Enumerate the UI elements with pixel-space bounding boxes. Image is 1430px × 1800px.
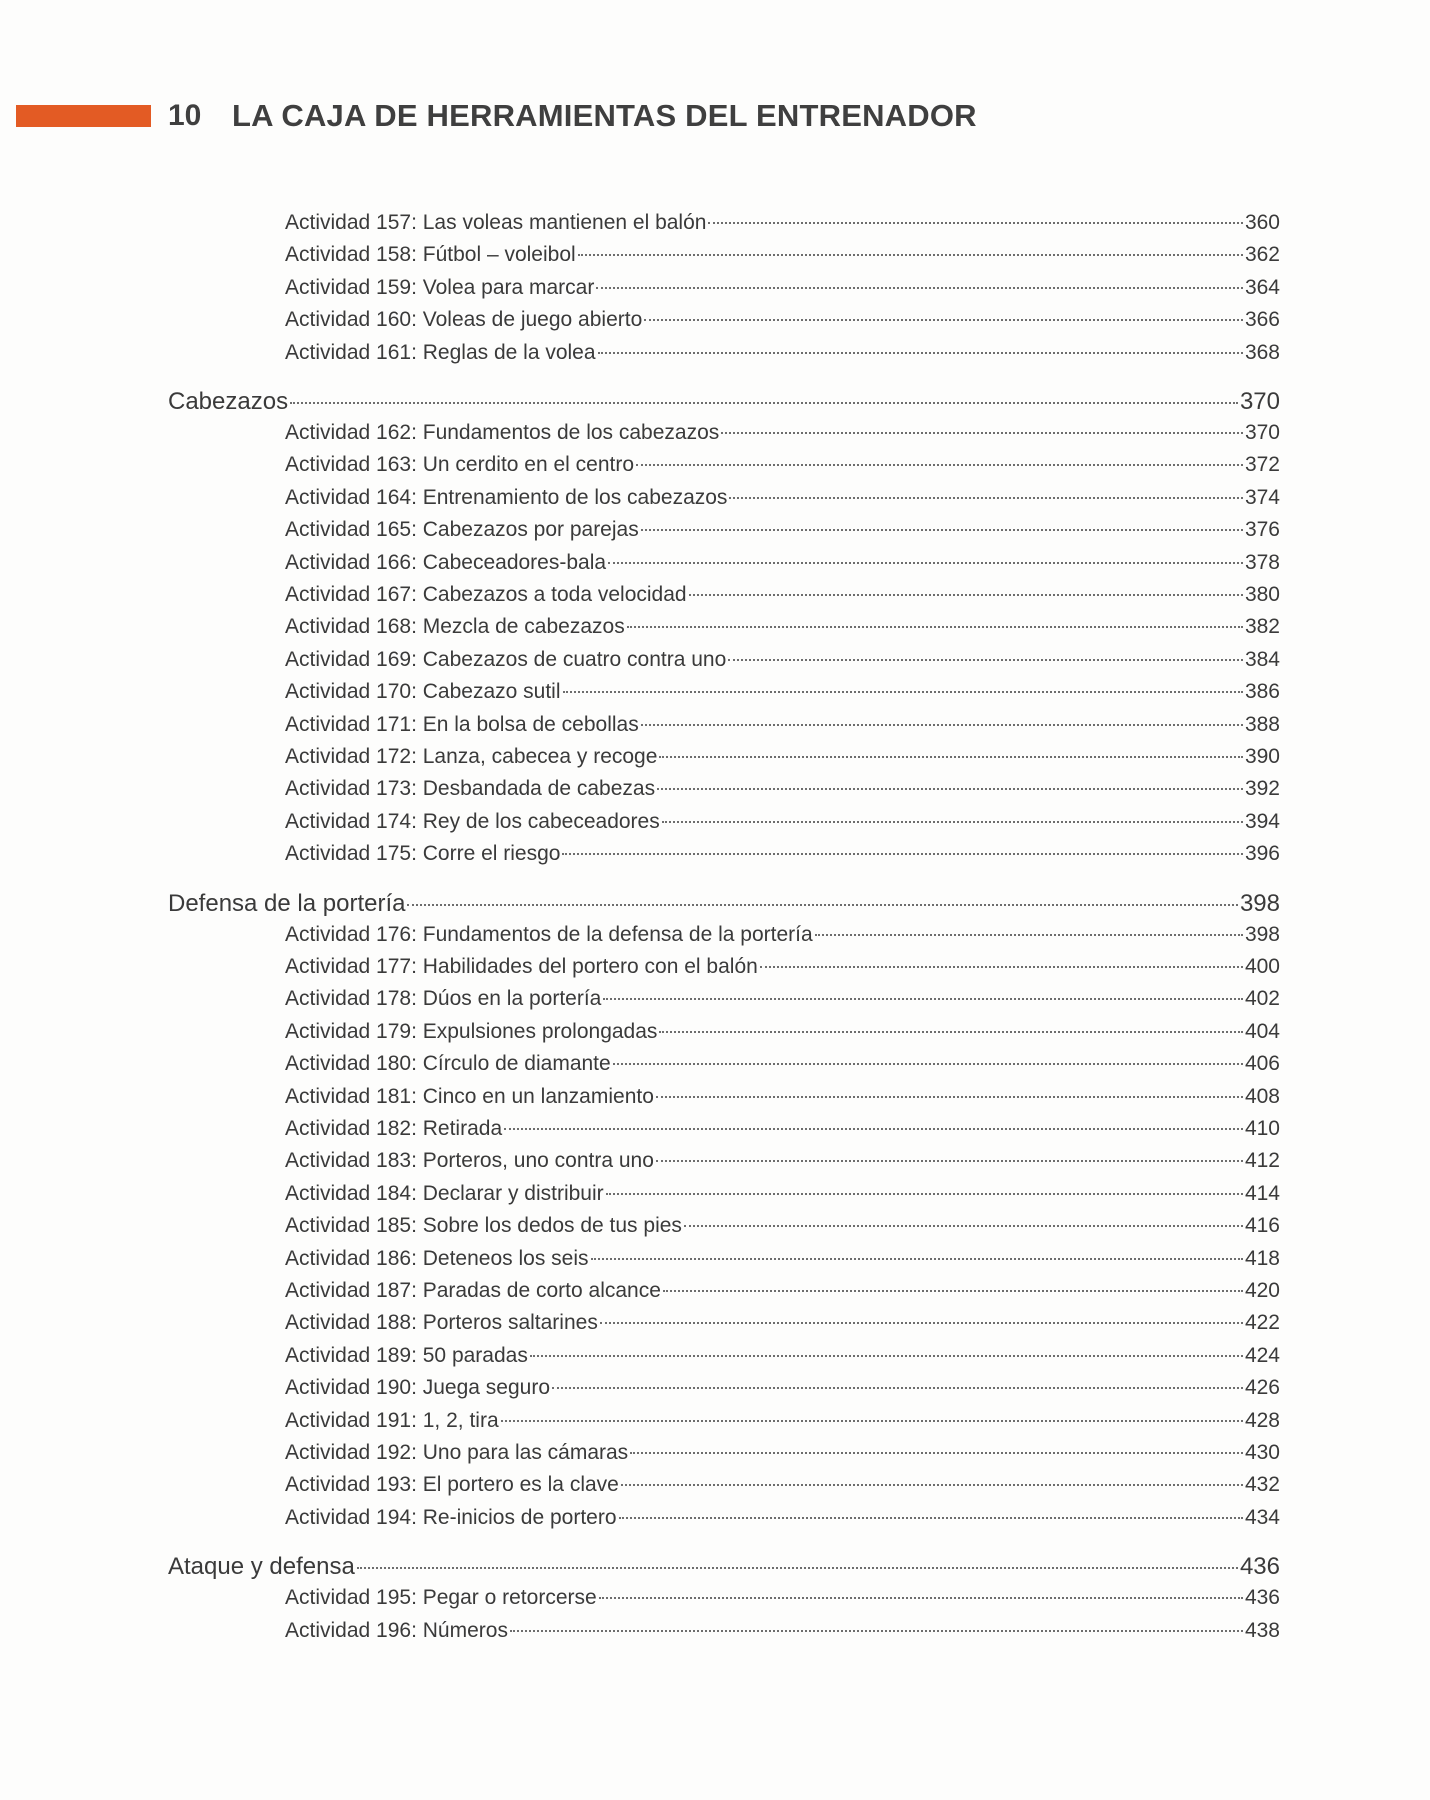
toc-entry[interactable] [285,1083,1280,1111]
toc-entry[interactable] [285,1342,1280,1370]
dot-leader [608,560,1243,564]
dot-leader [613,1061,1243,1065]
dot-leader [659,1029,1243,1033]
toc-page-number: 368 [1244,340,1280,364]
toc-page-number: 406 [1244,1052,1280,1076]
toc-entry[interactable] [285,1471,1280,1499]
dot-leader [630,1450,1243,1454]
dot-leader [659,754,1243,758]
toc-entry-label: Actividad 175: Corre el riesgo [285,842,561,866]
toc-page-number: 394 [1244,809,1280,833]
dot-leader [578,252,1243,256]
toc-page-number: 400 [1244,955,1280,978]
toc-page-number: 370 [1244,421,1280,444]
toc-entry[interactable] [285,1277,1280,1305]
toc-page-number: 428 [1244,1408,1280,1432]
toc-page-number: 370 [1239,388,1280,415]
toc-entry[interactable] [285,1407,1280,1435]
toc-section-label: Defensa de la portería [168,889,406,917]
toc-entry-label: Actividad 194: Re-inicios de portero [285,1505,617,1529]
toc-entry-label: Actividad 188: Porteros saltarines [285,1311,598,1335]
toc-entry[interactable] [285,306,1280,334]
dot-leader [407,902,1237,906]
toc-entry-label: Actividad 159: Volea para marcar [285,275,595,299]
toc-page-number: 396 [1244,842,1280,866]
toc-page-number: 378 [1244,550,1280,574]
dot-leader [663,1288,1243,1292]
toc-page-number: 436 [1239,1553,1280,1581]
toc-entry[interactable] [285,743,1280,771]
toc-page-number: 432 [1244,1473,1280,1497]
toc-entry-label: Actividad 182: Retirada [285,1117,503,1140]
toc-entry[interactable] [285,921,1280,949]
toc-entry[interactable] [285,1018,1280,1046]
dot-leader [621,1482,1243,1486]
toc-page-number: 430 [1244,1441,1280,1464]
toc-entry[interactable] [285,1115,1280,1143]
dot-leader [815,932,1243,936]
toc-page-number: 364 [1244,275,1280,299]
toc-page-number: 374 [1244,485,1280,509]
toc-entry[interactable] [285,209,1280,237]
toc-entry-label: Actividad 172: Lanza, cabecea y recoge [285,745,658,768]
toc-entry[interactable] [285,711,1280,739]
toc-entry[interactable] [285,274,1280,302]
dot-leader [760,964,1243,968]
toc-entry-label: Actividad 189: 50 paradas [285,1343,528,1367]
toc-entry[interactable] [285,1504,1280,1532]
toc-entry-label: Actividad 179: Expulsiones prolongadas [285,1019,658,1043]
toc-entry-label: Actividad 170: Cabezazo sutil [285,680,561,704]
toc-entry[interactable] [285,1180,1280,1208]
dot-leader [598,350,1243,354]
toc-entry[interactable] [285,1212,1280,1240]
dot-leader [627,624,1243,628]
dot-leader [657,786,1243,790]
toc-entry-label: Actividad 195: Pegar o retorcerse [285,1586,597,1610]
toc-entry[interactable] [285,678,1280,706]
toc-entry-label: Actividad 183: Porteros, uno contra uno [285,1149,654,1173]
toc-entry-label: Actividad 177: Habilidades del portero con el balón [285,955,758,978]
toc-page-number: 412 [1244,1149,1280,1173]
toc-entry-label: Actividad 166: Cabeceadores-bala [285,550,607,574]
toc-entry[interactable] [285,451,1280,479]
dot-leader [357,1565,1238,1569]
toc-page-number: 402 [1244,987,1280,1011]
toc-entry[interactable] [285,339,1280,367]
toc-page-number: 404 [1244,1019,1280,1043]
toc-entry[interactable] [285,1439,1280,1467]
toc-page-number: 418 [1244,1246,1280,1270]
dot-leader [641,722,1243,726]
dot-leader [600,1320,1243,1324]
toc-entry-label: Actividad 192: Uno para las cámaras [285,1441,629,1464]
toc-entry[interactable] [285,549,1280,577]
dot-leader [290,400,1238,404]
dot-leader [689,592,1243,596]
dot-leader [728,657,1243,661]
toc-entry-label: Actividad 163: Un cerdito en el centro [285,453,635,477]
toc-page-number: 384 [1244,647,1280,671]
toc-entry-label: Actividad 187: Paradas de corto alcance [285,1279,661,1302]
toc-page-number: 408 [1244,1084,1280,1108]
toc-entry[interactable] [285,1584,1280,1612]
toc-page-number: 366 [1244,308,1280,332]
toc-entry[interactable] [285,484,1280,512]
dot-leader [603,996,1243,1000]
dot-leader [656,1094,1243,1098]
toc-entry[interactable] [285,985,1280,1013]
toc-entry[interactable] [285,646,1280,674]
dot-leader [656,1158,1243,1162]
toc-section-label: Cabezazos [168,388,289,415]
toc-page-number: 398 [1244,922,1280,946]
toc-entry-label: Actividad 178: Dúos en la portería [285,987,602,1011]
toc-entry-label: Actividad 160: Voleas de juego abierto [285,308,643,332]
toc-entry-label: Actividad 181: Cinco en un lanzamiento [285,1084,654,1108]
toc-page-number: 436 [1244,1586,1280,1610]
toc-entry-label: Actividad 168: Mezcla de cabezazos [285,615,625,639]
dot-leader [641,527,1243,531]
toc-entry[interactable] [285,241,1280,269]
toc-entry-label: Actividad 185: Sobre los dedos de tus pies [285,1214,682,1238]
dot-leader [510,1628,1243,1632]
toc-page-number: 362 [1244,243,1280,267]
toc-entry[interactable] [285,1050,1280,1078]
toc-section[interactable] [168,888,1280,920]
dot-leader [721,430,1243,434]
toc-entry[interactable] [285,1617,1280,1645]
toc-page-number: 360 [1244,211,1280,234]
toc-entry-label: Actividad 158: Fútbol – voleibol [285,243,576,267]
toc-entry-label: Actividad 180: Círculo de diamante [285,1052,611,1076]
toc-entry[interactable] [285,840,1280,868]
dot-leader [729,495,1243,499]
toc-entry-label: Actividad 191: 1, 2, tira [285,1408,499,1432]
toc-entry-label: Actividad 190: Juega seguro [285,1376,551,1400]
toc-section-label: Ataque y defensa [168,1553,355,1581]
dot-leader [504,1126,1243,1130]
toc-entry[interactable] [285,516,1280,544]
toc-entry-label: Actividad 193: El portero es la clave [285,1473,619,1497]
toc-page-number: 376 [1244,518,1280,542]
page-number: 10 [168,99,202,132]
toc-page-number: 422 [1244,1311,1280,1335]
toc-entry-label: Actividad 173: Desbandada de cabezas [285,777,656,801]
toc-page-number: 410 [1244,1117,1280,1140]
toc-entry-label: Actividad 165: Cabezazos por parejas [285,518,639,542]
dot-leader [562,851,1242,855]
toc-page-number: 372 [1244,453,1280,477]
toc-page-number: 392 [1244,777,1280,801]
toc-page-number: 426 [1244,1376,1280,1400]
toc-section[interactable] [168,1551,1280,1583]
toc-page-number: 420 [1244,1279,1280,1302]
toc-page-number: 382 [1244,615,1280,639]
toc-entry[interactable] [285,1147,1280,1175]
toc-entry[interactable] [285,613,1280,641]
dot-leader [662,819,1243,823]
toc-entry[interactable] [285,1374,1280,1402]
dot-leader [563,689,1243,693]
dot-leader [552,1385,1243,1389]
toc-entry-label: Actividad 171: En la bolsa de cebollas [285,712,639,736]
toc-entry-label: Actividad 174: Rey de los cabeceadores [285,809,660,833]
toc-page-number: 388 [1244,712,1280,736]
dot-leader [636,462,1243,466]
toc-entry[interactable] [285,419,1280,447]
toc-page-number: 380 [1244,583,1280,606]
dot-leader [596,285,1243,289]
dot-leader [501,1418,1243,1422]
header-accent-bar [16,105,151,127]
toc-entry-label: Actividad 196: Números [285,1618,508,1642]
toc-page-number: 398 [1239,889,1280,917]
dot-leader [708,220,1243,224]
toc-page-number: 416 [1244,1214,1280,1238]
toc-page-number: 434 [1244,1505,1280,1529]
dot-leader [684,1223,1243,1227]
toc-entry[interactable] [285,1309,1280,1337]
toc-entry-label: Actividad 157: Las voleas mantienen el balón [285,211,707,234]
toc-page-number: 386 [1244,680,1280,704]
toc-page-number: 424 [1244,1343,1280,1367]
toc-page-number: 438 [1244,1618,1280,1642]
dot-leader [530,1353,1243,1357]
toc-section[interactable] [168,386,1280,418]
toc-entry[interactable] [285,775,1280,803]
toc-entry-label: Actividad 169: Cabezazos de cuatro contra uno [285,647,727,671]
dot-leader [591,1256,1243,1260]
toc-page-number: 414 [1244,1181,1280,1205]
dot-leader [599,1595,1243,1599]
dot-leader [619,1515,1243,1519]
dot-leader [644,317,1243,321]
toc-entry-label: Actividad 176: Fundamentos de la defensa de la portería [285,922,813,946]
toc-entry-label: Actividad 164: Entrenamiento de los cabezazos [285,485,728,509]
toc-entry[interactable] [285,808,1280,836]
toc-entry[interactable] [285,1245,1280,1273]
toc-entry[interactable] [285,581,1280,609]
toc-entry[interactable] [285,953,1280,981]
chapter-title: LA CAJA DE HERRAMIENTAS DEL ENTRENADOR [232,98,977,133]
toc-entry-label: Actividad 184: Declarar y distribuir [285,1181,604,1205]
toc-entry-label: Actividad 162: Fundamentos de los cabezazos [285,421,720,444]
dot-leader [606,1191,1243,1195]
toc-page-number: 390 [1244,745,1280,768]
toc-entry-label: Actividad 161: Reglas de la volea [285,340,596,364]
toc-entry-label: Actividad 186: Deteneos los seis [285,1246,589,1270]
toc-entry-label: Actividad 167: Cabezazos a toda velocidad [285,583,687,606]
